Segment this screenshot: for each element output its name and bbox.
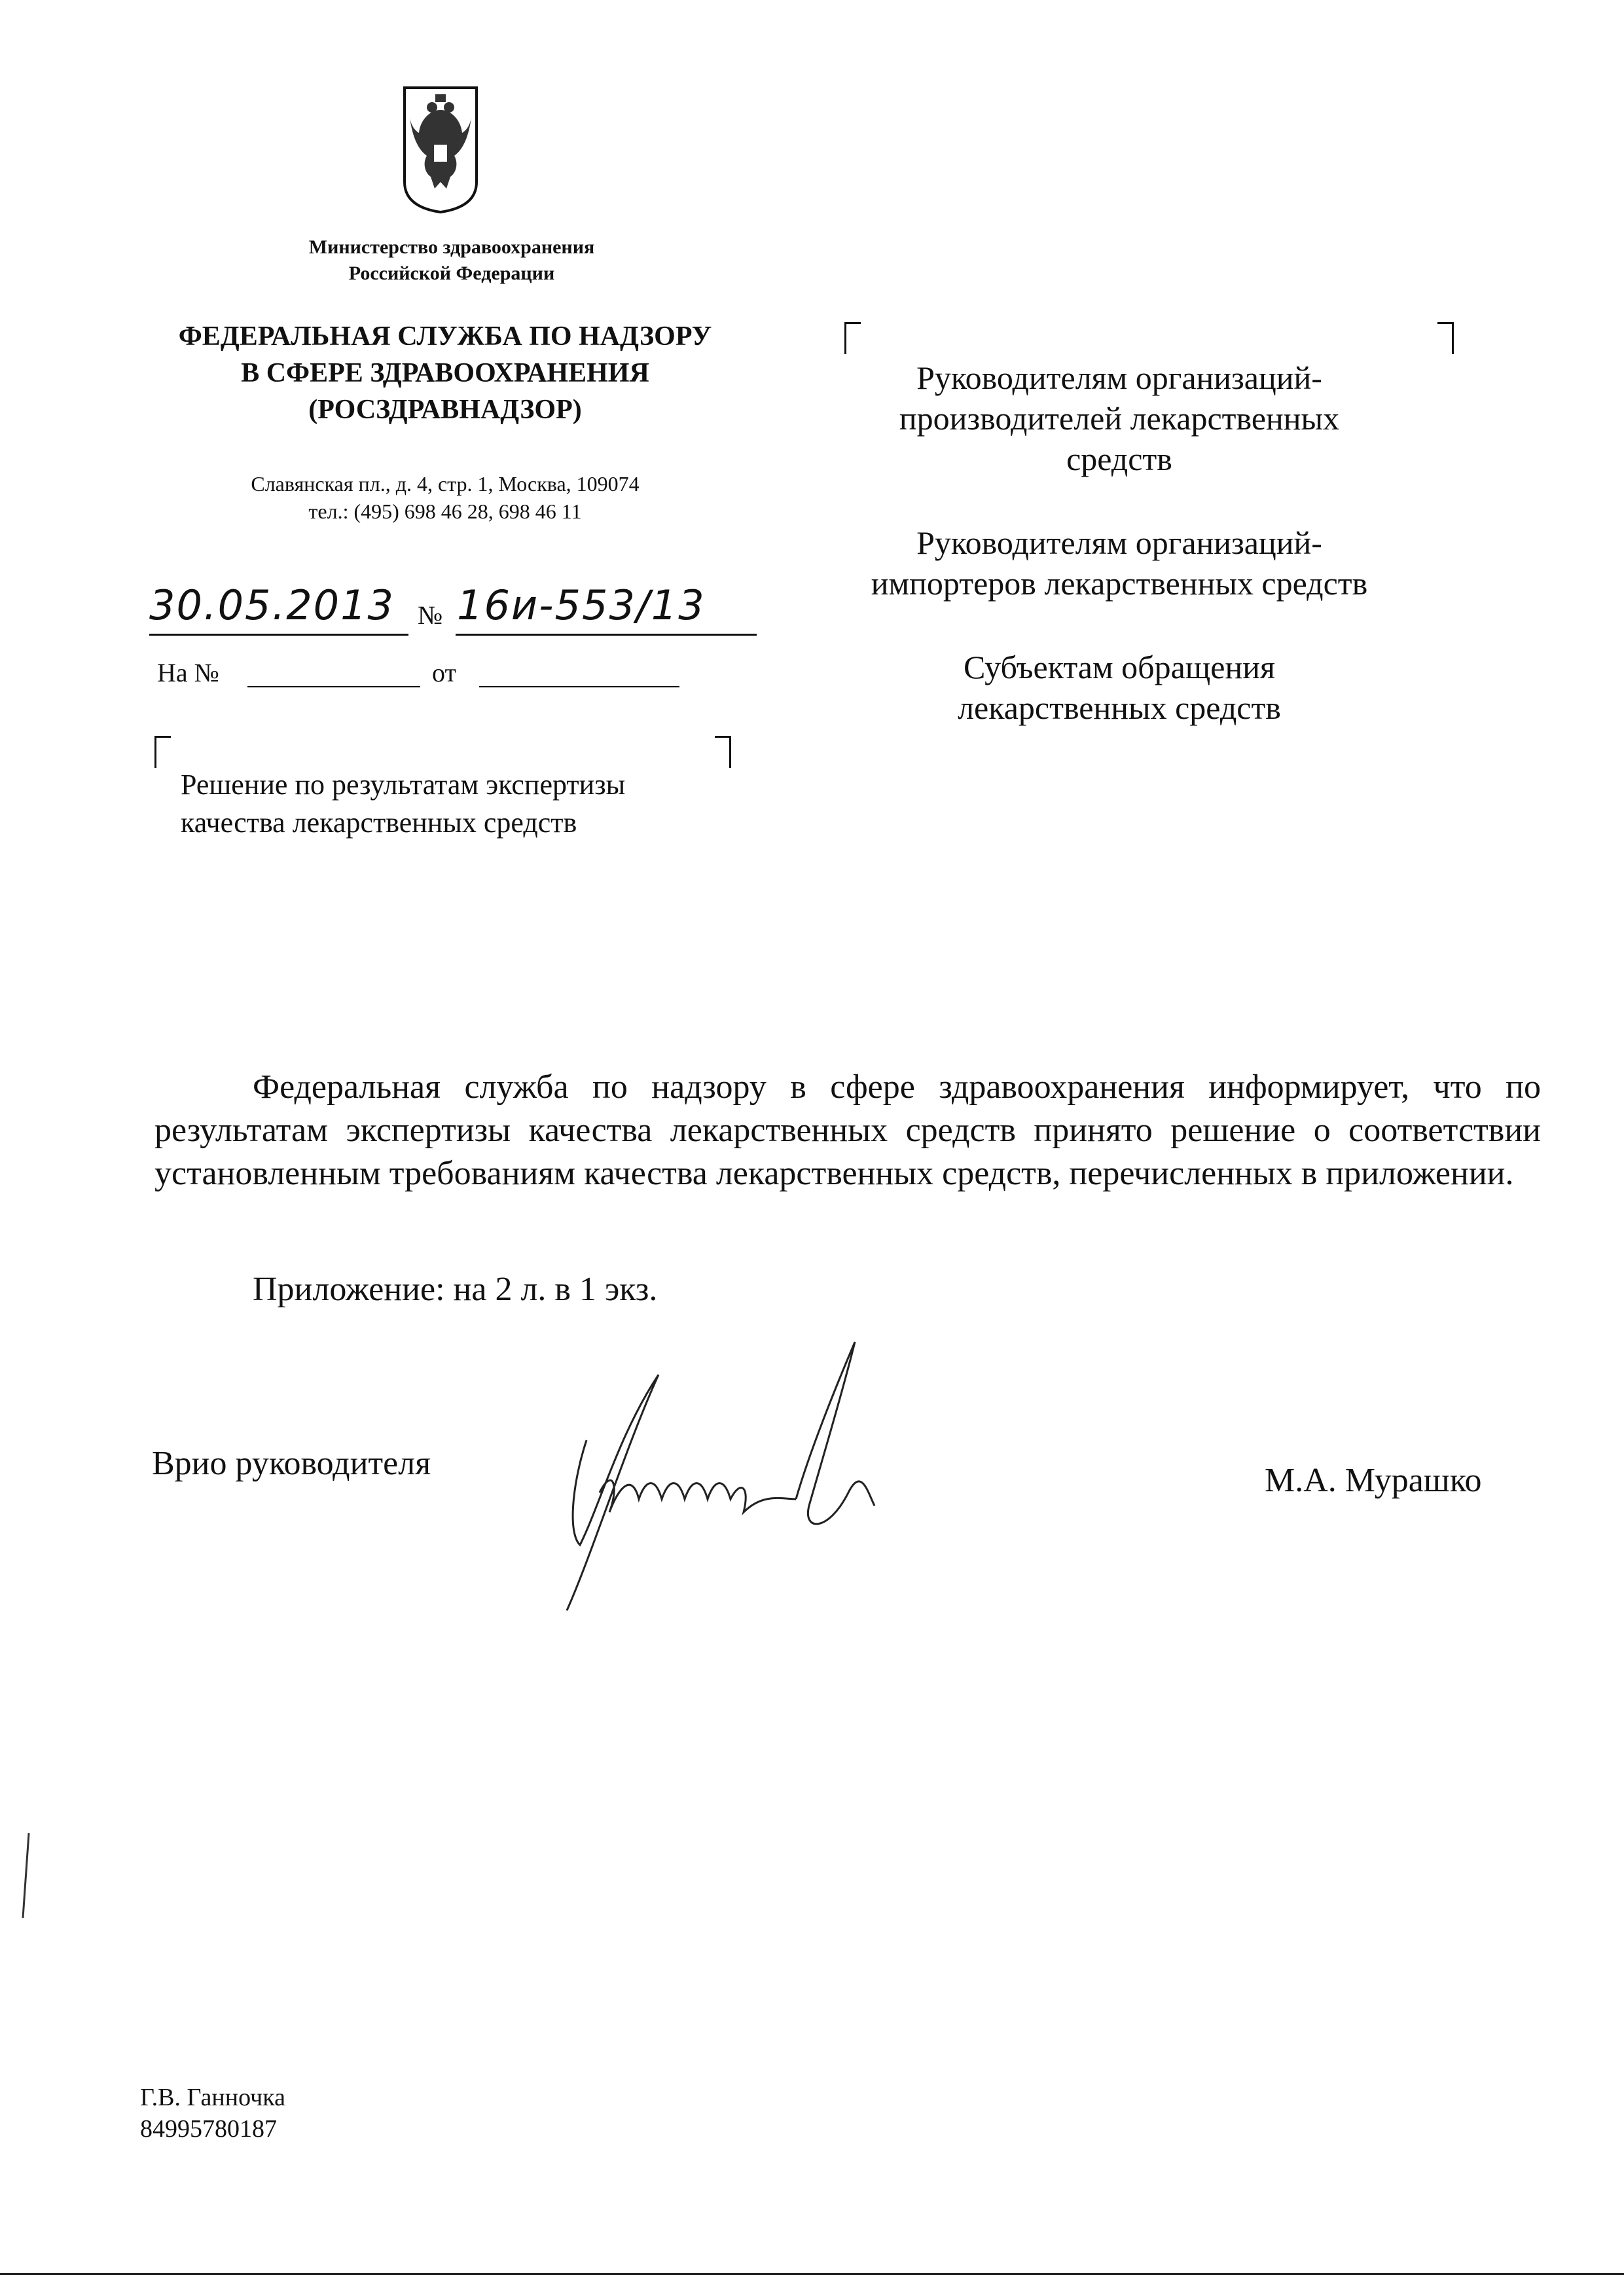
recipient-group-subjects: Субъектам обращения лекарственных средств — [958, 649, 1281, 726]
service-address: Славянская пл., д. 4, стр. 1, Москва, 109074 тел.: (495) 698 46 28, 698 46 11 — [251, 472, 640, 523]
reference-line — [157, 657, 746, 697]
letter-subject: Решение по результатам экспертизы качества лекарственных средств — [181, 769, 626, 839]
reference-label: На № — [157, 658, 219, 687]
recipients-bracket-right — [1437, 322, 1454, 354]
signer-position: Врио руководителя — [152, 1445, 431, 1482]
number-underline — [456, 634, 757, 636]
recipients-block — [805, 357, 1434, 771]
subject-bracket-left — [154, 736, 171, 768]
executor-info — [140, 2082, 285, 2145]
reference-date-blank — [479, 686, 679, 687]
reference-from-label: от — [432, 658, 456, 687]
executor-phone: 84995780187 — [140, 2115, 277, 2143]
registration-number: 16и-553/13 — [457, 581, 706, 629]
executor-name: Г.В. Ганночка — [140, 2084, 285, 2111]
number-label: № — [418, 600, 443, 630]
handwritten-signature — [547, 1335, 953, 1624]
attachment-note: Приложение: на 2 л. в 1 экз. — [253, 1271, 658, 1308]
date-underline — [149, 634, 408, 636]
recipients-bracket-left — [844, 322, 861, 354]
coat-of-arms-icon — [401, 84, 480, 215]
bottom-rule — [0, 2273, 1624, 2275]
service-name: ФЕДЕРАЛЬНАЯ СЛУЖБА ПО НАДЗОРУ В СФЕРЕ ЗДРАВООХРАНЕНИЯ (РОСЗДРАВНАДЗОР) — [178, 321, 712, 425]
ministry-name: Министерство здравоохранения Российской Федерации — [308, 236, 595, 284]
subject-bracket-right — [715, 736, 731, 768]
registration-line — [149, 581, 804, 647]
recipient-group-manufacturers: Руководителям организаций- производителей лекарственных средств — [899, 359, 1340, 477]
registration-date: 30.05.2013 — [149, 581, 395, 629]
reference-number-blank — [247, 686, 420, 687]
signer-name: М.А. Мурашко — [1265, 1462, 1482, 1499]
margin-mark — [22, 1833, 29, 1918]
recipient-group-importers: Руководителям организаций- импортеров лекарственных средств — [871, 524, 1368, 602]
letter-body: Федеральная служба по надзору в сфере здравоохранения информирует, что по результатам экспертизы качества лекарственных средств принято решение о соответствии установленным требованиям качества лекарственных средств, перечисленных в приложении. — [154, 1068, 1541, 1192]
